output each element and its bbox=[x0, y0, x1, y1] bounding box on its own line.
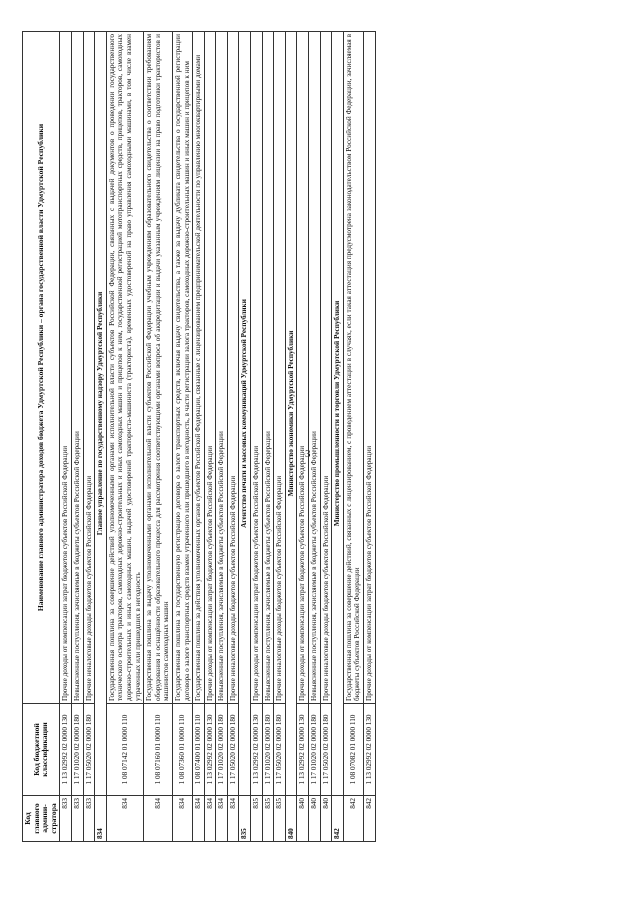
table-header-row bbox=[23, 32, 60, 842]
revenue-administrators-table bbox=[22, 31, 376, 842]
admin-code: 834 bbox=[144, 796, 173, 842]
budget-class-code: 1 13 02992 02 0000 130 bbox=[251, 704, 263, 796]
revenue-name: Государственная пошлина за государственную регистрацию договора о залоге транспортных средств, включая выдачу свидетельства, а также за выдачу дубликата свидетельства о государственной регистрации договора о залоге транспортных средств взамен утраченного или пришедшего в негодность, в части регистрации залога тракторов, самоходных дорожно-строительных машин и иных машин и прицепов к ним bbox=[172, 32, 192, 704]
revenue-name: Государственная пошлина за совершение действий уполномоченными органами исполнительной власти субъектов Российской Федерации, связанных с выдачей документов о проведении государственного технического осмотра тракторов, самоходных дорожно-строительных и иных самоходных машин и прицепов к ним, государственной регистрацией мототранспортных средств, прицепов, тракторов, самоходных дорожно-строительных и иных самоходных машин, выдачей удостоверений тракториста-машиниста (тракториста), временных удостоверений на право управления самоходными машинами, в том числе взамен утраченных или пришедших в негодность bbox=[106, 32, 143, 704]
budget-class-code: 1 08 07360 01 0000 110 bbox=[172, 704, 192, 796]
table-row bbox=[204, 32, 216, 842]
admin-code: 833 bbox=[60, 796, 72, 842]
admin-code: 834 bbox=[106, 796, 143, 842]
section-title: Агентство печати и массовых коммуникаций Удмуртской Республики bbox=[239, 32, 251, 796]
table-row bbox=[144, 32, 173, 842]
budget-class-code: 1 13 02992 02 0000 130 bbox=[60, 704, 72, 796]
table-row bbox=[251, 32, 263, 842]
revenue-name: Прочие неналоговые доходы бюджетов субъектов Российской Федерации bbox=[83, 32, 95, 704]
revenue-name: Государственная пошлина за выдачу уполномоченными органами исполнительной власти субъектов Российской Федерации учебным учреждениям образовательного свидетельства о соответствии требованиям оборудования и оснащённости образовательного процесса для рассмотрения соответствующими органами вопроса об аккредитации и выдачи указанным учреждениям лицензии на право подготовки трактористов и машинистов самоходных машин bbox=[144, 32, 173, 704]
budget-class-code: 1 17 01020 02 0000 180 bbox=[71, 704, 83, 796]
table-row bbox=[274, 32, 286, 842]
table-row bbox=[106, 32, 143, 842]
budget-class-code: 1 08 07142 01 0000 110 bbox=[106, 704, 143, 796]
admin-code: 842 bbox=[364, 796, 376, 842]
revenue-name: Прочие доходы от компенсации затрат бюджетов субъектов Российской Федерации bbox=[60, 32, 72, 704]
page-number: 3 bbox=[305, 448, 311, 460]
budget-class-code: 1 17 05020 02 0000 180 bbox=[227, 704, 239, 796]
revenue-name: Невыясненные поступления, зачисляемые в бюджеты субъектов Российской Федерации bbox=[216, 32, 228, 704]
section-title: Министерство экономики Удмуртской Республики bbox=[285, 32, 297, 796]
revenue-name: Прочие неналоговые доходы бюджетов субъектов Российской Федерации bbox=[227, 32, 239, 704]
budget-class-code: 1 08 07400 01 0000 110 bbox=[193, 704, 205, 796]
admin-code: 840 bbox=[320, 796, 332, 842]
revenue-name: Невыясненные поступления, зачисляемые в бюджеты субъектов Российской Федерации bbox=[71, 32, 83, 704]
revenue-name: Невыясненные поступления, зачисляемые в бюджеты субъектов Российской Федерации bbox=[309, 32, 321, 704]
revenue-name: Прочие неналоговые доходы бюджетов субъектов Российской Федерации bbox=[274, 32, 286, 704]
table-row bbox=[172, 32, 192, 842]
admin-code: 834 bbox=[193, 796, 205, 842]
budget-class-code: 1 08 07160 01 0000 110 bbox=[144, 704, 173, 796]
revenue-name: Прочие доходы от компенсации затрат бюджетов субъектов Российской Федерации bbox=[204, 32, 216, 704]
budget-class-code: 1 13 02992 02 0000 130 bbox=[204, 704, 216, 796]
revenue-name: Невыясненные поступления, зачисляемые в бюджеты субъектов Российской Федерации bbox=[262, 32, 274, 704]
admin-code: 840 bbox=[285, 796, 297, 842]
admin-code: 834 bbox=[216, 796, 228, 842]
revenue-name: Прочие неналоговые доходы бюджетов субъектов Российской Федерации bbox=[320, 32, 332, 704]
table-row bbox=[364, 32, 376, 842]
table-row bbox=[297, 32, 309, 842]
table-row bbox=[216, 32, 228, 842]
admin-code: 834 bbox=[227, 796, 239, 842]
revenue-name: Государственная пошлина за совершение действий, связанных с лицензированием, с проведением аттестации в случаях, если такая аттестация предусмотрена законодательством Российской Федерации, зачисляемая в бюджеты субъектов Российской Федерации bbox=[343, 32, 363, 704]
header-admin-code: Код главного админи-стратора bbox=[23, 796, 60, 842]
admin-code: 842 bbox=[343, 796, 363, 842]
revenue-name: Прочие доходы от компенсации затрат бюджетов субъектов Российской Федерации bbox=[297, 32, 309, 704]
table-row bbox=[343, 32, 363, 842]
admin-code: 835 bbox=[274, 796, 286, 842]
section-title: Главное управление по государственному надзору Удмуртской Республики bbox=[95, 32, 107, 796]
budget-class-code: 1 08 07082 01 0000 110 bbox=[343, 704, 363, 796]
budget-class-code: 1 17 01020 02 0000 180 bbox=[309, 704, 321, 796]
table-row bbox=[193, 32, 205, 842]
budget-class-code: 1 13 02992 02 0000 130 bbox=[364, 704, 376, 796]
admin-code: 835 bbox=[239, 796, 251, 842]
table-row bbox=[320, 32, 332, 842]
section-title: Министерство промышленности и торговли Удмуртской Республики bbox=[332, 32, 344, 796]
section-row bbox=[239, 32, 251, 842]
table-row bbox=[83, 32, 95, 842]
budget-class-code: 1 17 01020 02 0000 180 bbox=[262, 704, 274, 796]
revenue-name: Государственная пошлина за действия уполномоченных органов субъектов Российской Федерации, связанные с лицензированием предпринимательской деятельности по управлению многоквартирными домами bbox=[193, 32, 205, 704]
table-row bbox=[71, 32, 83, 842]
revenue-name: Прочие доходы от компенсации затрат бюджетов субъектов Российской Федерации bbox=[251, 32, 263, 704]
table-row bbox=[309, 32, 321, 842]
header-budget-code: Код бюджетной классификации bbox=[23, 704, 60, 796]
table-row bbox=[262, 32, 274, 842]
admin-code: 840 bbox=[309, 796, 321, 842]
admin-code: 842 bbox=[332, 796, 344, 842]
admin-code: 834 bbox=[204, 796, 216, 842]
section-row bbox=[95, 32, 107, 842]
section-row bbox=[285, 32, 297, 842]
budget-class-code: 1 17 05020 02 0000 180 bbox=[83, 704, 95, 796]
budget-class-code: 1 17 05020 02 0000 180 bbox=[320, 704, 332, 796]
section-row bbox=[332, 32, 344, 842]
revenue-name: Прочие доходы от компенсации затрат бюджетов субъектов Российской Федерации bbox=[364, 32, 376, 704]
budget-class-code: 1 17 05020 02 0000 180 bbox=[274, 704, 286, 796]
admin-code: 840 bbox=[297, 796, 309, 842]
table-body bbox=[60, 32, 375, 842]
admin-code: 833 bbox=[83, 796, 95, 842]
admin-code: 835 bbox=[251, 796, 263, 842]
admin-code: 834 bbox=[172, 796, 192, 842]
header-name: Наименование главного администратора доходов бюджета Удмуртской Республики – органа государственной власти Удмуртской Республики bbox=[23, 32, 60, 704]
rotated-page bbox=[22, 32, 570, 842]
table-row bbox=[227, 32, 239, 842]
table-row bbox=[60, 32, 72, 842]
budget-class-code: 1 17 01020 02 0000 180 bbox=[216, 704, 228, 796]
admin-code: 834 bbox=[95, 796, 107, 842]
admin-code: 835 bbox=[262, 796, 274, 842]
admin-code: 833 bbox=[71, 796, 83, 842]
budget-class-code: 1 13 02992 02 0000 130 bbox=[297, 704, 309, 796]
